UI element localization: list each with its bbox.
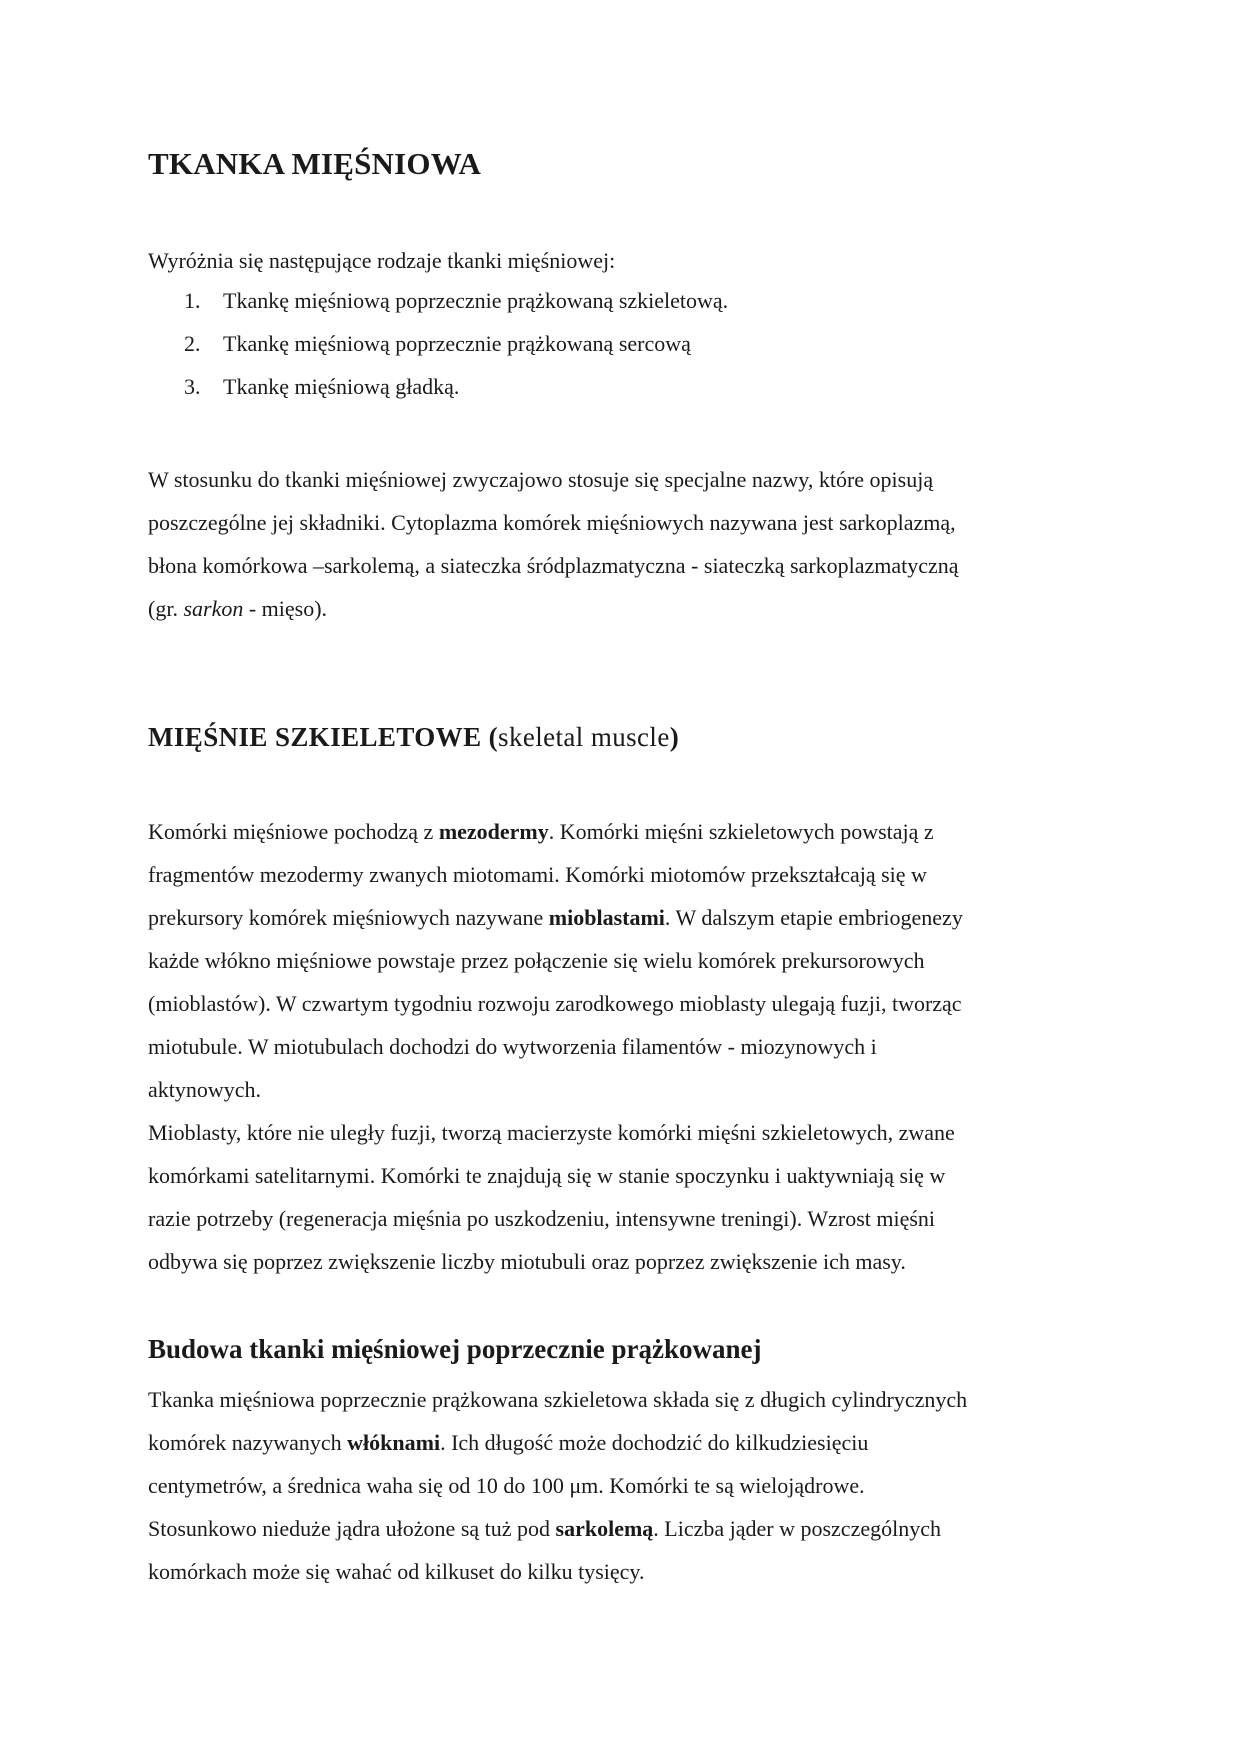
text-line: poszczególne jej składniki. Cytoplazma komórek mięśniowych nazywana jest sarkoplazmą, — [148, 510, 956, 535]
list-item — [148, 329, 728, 372]
text-line: aktynowych. — [148, 1077, 262, 1102]
heading-paren: ) — [669, 722, 680, 752]
list-item-text: Tkankę mięśniową poprzecznie prążkowaną szkieletową. — [223, 288, 729, 313]
list-number: 2. — [184, 331, 201, 356]
text-run: (gr. — [148, 596, 184, 621]
text-line: komórkami satelitarnymi. Komórki te znajdują się w stanie spoczynku i uaktywniają się w — [148, 1163, 946, 1188]
intro-text: Wyróżnia się następujące rodzaje tkanki mięśniowej: — [148, 248, 616, 273]
list-item — [148, 372, 728, 415]
text-line: odbywa się poprzez zwiększenie liczby miotubuli oraz poprzez zwiększenie ich masy. — [148, 1249, 906, 1274]
text-run: Stosunkowo nieduże jądra ułożone są tuż pod — [148, 1516, 556, 1541]
text-run: komórek nazywanych — [148, 1430, 348, 1455]
text-run: . Ich długość może dochodzić do kilkudziesięciu — [440, 1430, 869, 1455]
list-number: 1. — [184, 288, 201, 313]
text-line: Tkanka mięśniowa poprzecznie prążkowana szkieletowa składa się z długich cylindrycznych — [148, 1387, 968, 1412]
text-line: każde włókno mięśniowe powstaje przez połączenie się wielu komórek prekursorowych — [148, 948, 925, 973]
list-number: 3. — [184, 374, 201, 399]
bold-term: sarkolemą — [555, 1516, 654, 1541]
section-heading-skeletal — [148, 722, 679, 753]
paragraph-skeletal-origin — [148, 810, 963, 1283]
text-line — [148, 587, 959, 630]
text-line — [148, 1421, 967, 1464]
text-run: Komórki mięśniowe pochodzą z — [148, 819, 439, 844]
text-line: W stosunku do tkanki mięśniowej zwyczajowo stosuje się specjalne nazwy, które opisują — [148, 467, 934, 492]
section-heading-structure: Budowa tkanki mięśniowej poprzecznie prążkowanej — [148, 1334, 762, 1364]
text-run: . Komórki mięśni szkieletowych powstają z — [548, 819, 934, 844]
bold-term: włóknami — [347, 1430, 441, 1455]
heading-paren: ( — [481, 722, 499, 752]
text-line: centymetrów, a średnica waha się od 10 do 100 μm. Komórki te są wielojądrowe. — [148, 1473, 865, 1498]
text-line: miotubule. W miotubulach dochodzi do wytworzenia filamentów - miozynowych i — [148, 1034, 877, 1059]
text-line: komórkach może się wahać od kilkuset do kilku tysięcy. — [148, 1559, 645, 1584]
text-line: (mioblastów). W czwartym tygodniu rozwoju zarodkowego mioblasty ulegają fuzji, tworząc — [148, 991, 962, 1016]
heading-bold-part: MIĘŚNIE SZKIELETOWE — [148, 722, 482, 752]
italic-term: sarkon — [183, 596, 244, 621]
text-line — [148, 896, 963, 939]
text-run: - mięso). — [243, 596, 328, 621]
text-run: . W dalszym etapie embriogenezy — [664, 905, 963, 930]
list-item — [148, 286, 728, 329]
list-item-text: Tkankę mięśniową poprzecznie prążkowaną sercową — [223, 331, 691, 356]
text-line: Mioblasty, które nie uległy fuzji, tworzą macierzyste komórki mięśni szkieletowych, zwane — [148, 1120, 955, 1145]
text-line: razie potrzeby (regeneracja mięśnia po uszkodzeniu, intensywne treningi). Wzrost mięśni — [148, 1206, 936, 1231]
text-run: prekursory komórek mięśniowych nazywane — [148, 905, 549, 930]
text-line: błona komórkowa –sarkolemą, a siateczka śródplazmatyczna - siateczką sarkoplazmatyczną — [148, 553, 959, 578]
text-line: fragmentów mezodermy zwanych miotomami. Komórki miotomów przekształcają się w — [148, 862, 927, 887]
bold-term: mioblastami — [548, 905, 665, 930]
bold-term: mezodermy — [438, 819, 549, 844]
text-line — [148, 1507, 967, 1550]
text-run: . Liczba jąder w poszczególnych — [653, 1516, 941, 1541]
heading-english-term: skeletal muscle — [498, 722, 670, 752]
list-item-text: Tkankę mięśniową gładką. — [223, 374, 460, 399]
document-title: TKANKA MIĘŚNIOWA — [148, 146, 482, 181]
text-line — [148, 810, 963, 853]
paragraph-structure — [148, 1378, 967, 1593]
paragraph-terminology — [148, 458, 959, 630]
muscle-types-list — [148, 286, 728, 415]
